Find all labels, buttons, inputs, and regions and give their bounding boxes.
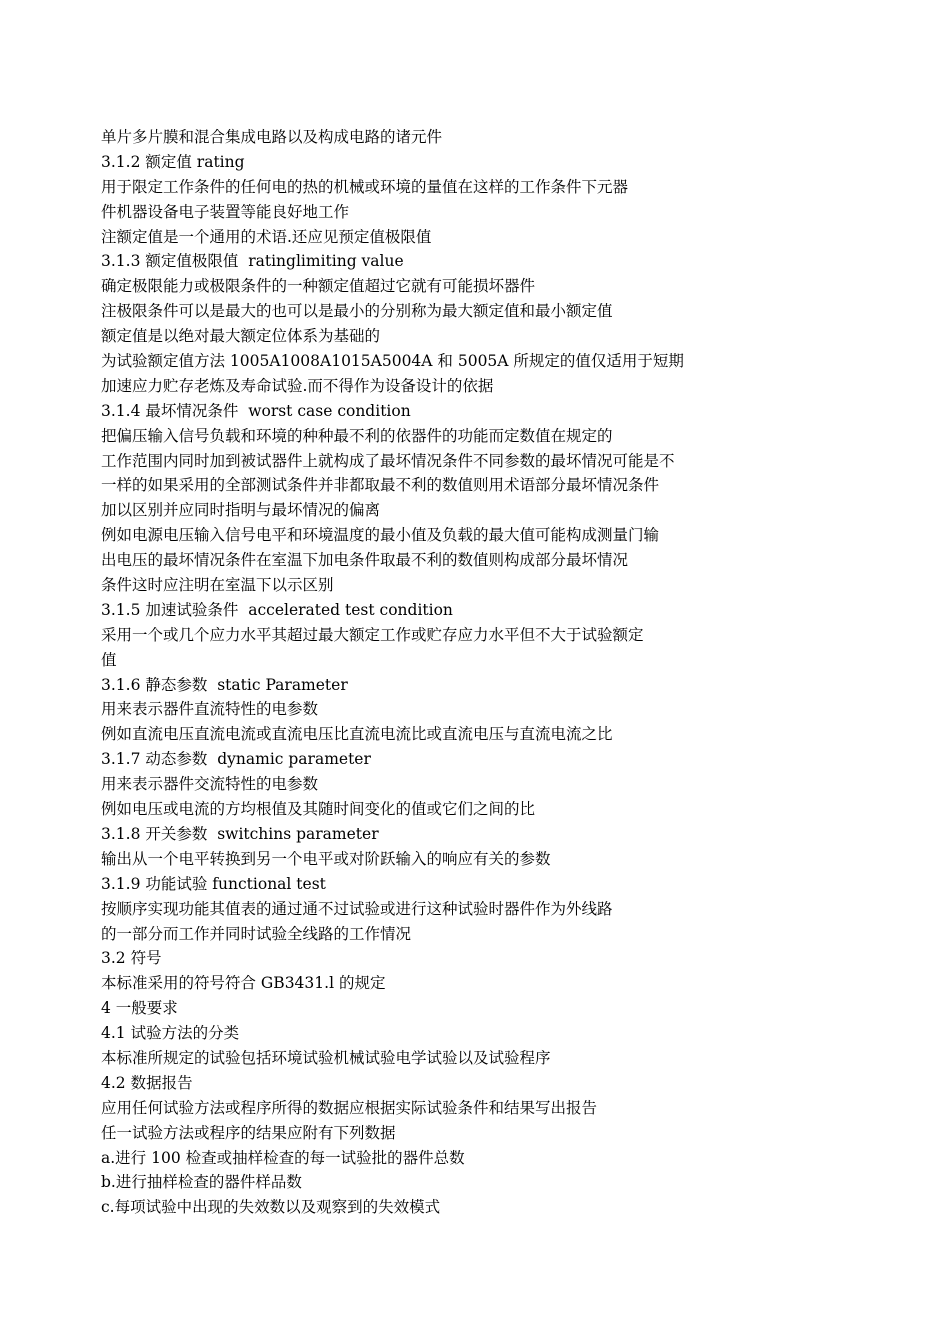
section-heading: 3.1.6 静态参数 static Parameter [101,675,348,694]
text-line: 值 [101,650,117,669]
section-heading: 3.1.3 额定值极限值 ratinglimiting value [101,252,404,271]
text-line: 应用任何试验方法或程序所得的数据应根据实际试验条件和结果写出报告 [101,1098,598,1117]
section-heading: 4 一般要求 [101,999,178,1018]
text-line: 加以区别并应同时指明与最坏情况的偏离 [101,501,381,520]
text-line: 确定极限能力或极限条件的一种额定值超过它就有可能损坏器件 [101,277,536,296]
text-line: 本标准采用的符号符合 GB3431.l 的规定 [101,974,386,993]
text-line: 件机器设备电子装置等能良好地工作 [101,202,350,221]
text-line: 任一试验方法或程序的结果应附有下列数据 [101,1123,396,1142]
text-line: 例如直流电压直流电流或直流电压比直流电流比或直流电压与直流电流之比 [101,725,613,744]
text-line: 本标准所规定的试验包括环境试验机械试验电学试验以及试验程序 [101,1048,551,1067]
text-line: 例如电压或电流的方均根值及其随时间变化的值或它们之间的比 [101,800,536,819]
text-line: 单片多片膜和混合集成电路以及构成电路的诸元件 [101,128,443,146]
text-line: 按顺序实现功能其值表的通过通不过试验或进行这种试验时器件作为外线路 [101,899,613,918]
section-heading: 3.1.7 动态参数 dynamic parameter [101,750,371,769]
section-heading: 4.2 数据报告 [101,1073,193,1092]
section-heading: 3.1.9 功能试验 functional test [101,874,326,893]
section-heading: 3.1.8 开关参数 switchins parameter [101,824,379,843]
text-line: 注极限条件可以是最大的也可以是最小的分别称为最大额定值和最小额定值 [101,302,613,321]
text-line: 工作范围内同时加到被试器件上就构成了最坏情况条件不同参数的最坏情况可能是不 [101,451,675,470]
text-line: 用来表示器件直流特性的电参数 [101,700,319,719]
section-heading: 4.1 试验方法的分类 [101,1024,240,1043]
text-line: 为试验额定值方法 1005A1008A1015A5004A 和 5005A 所规定的值仅适用于短期 [101,352,684,371]
text-line: 用来表示器件交流特性的电参数 [101,775,319,794]
text-line: 注额定值是一个通用的术语.还应见预定值极限值 [101,227,432,246]
section-heading: 3.2 符号 [101,949,162,968]
list-item: a.进行 100 检查或抽样检查的每一试验批的器件总数 [101,1148,465,1167]
section-heading: 3.1.5 加速试验条件 accelerated test condition [101,600,453,619]
text-line: 采用一个或几个应力水平其超过最大额定工作或贮存应力水平但不大于试验额定 [101,625,644,644]
text-line: 例如电源电压输入信号电平和环境温度的最小值及负载的最大值可能构成测量门输 [101,526,660,545]
list-item: c.每项试验中出现的失效数以及观察到的失效模式 [101,1198,441,1217]
text-line: 条件这时应注明在室温下以示区别 [101,576,334,595]
text-line: 用于限定工作条件的任何电的热的机械或环境的量值在这样的工作条件下元器 [101,177,629,196]
text-line: 的一部分而工作并同时试验全线路的工作情况 [101,924,412,943]
section-heading: 3.1.2 额定值 rating [101,152,245,171]
text-line: 出电压的最坏情况条件在室温下加电条件取最不利的数值则构成部分最坏情况 [101,551,629,570]
text-line: 额定值是以绝对最大额定位体系为基础的 [101,327,381,346]
text-line: 一样的如果采用的全部测试条件并非都取最不利的数值则用术语部分最坏情况条件 [101,476,660,495]
text-line: 把偏压输入信号负载和环境的种种最不利的依器件的功能而定数值在规定的 [101,426,613,445]
section-heading: 3.1.4 最坏情况条件 worst case condition [101,401,411,420]
list-item: b.进行抽样检查的器件样品数 [101,1173,302,1192]
text-line: 输出从一个电平转换到另一个电平或对阶跃输入的响应有关的参数 [101,849,551,868]
text-line: 加速应力贮存老炼及寿命试验.而不得作为设备设计的依据 [101,376,494,395]
document-body [101,125,901,1220]
